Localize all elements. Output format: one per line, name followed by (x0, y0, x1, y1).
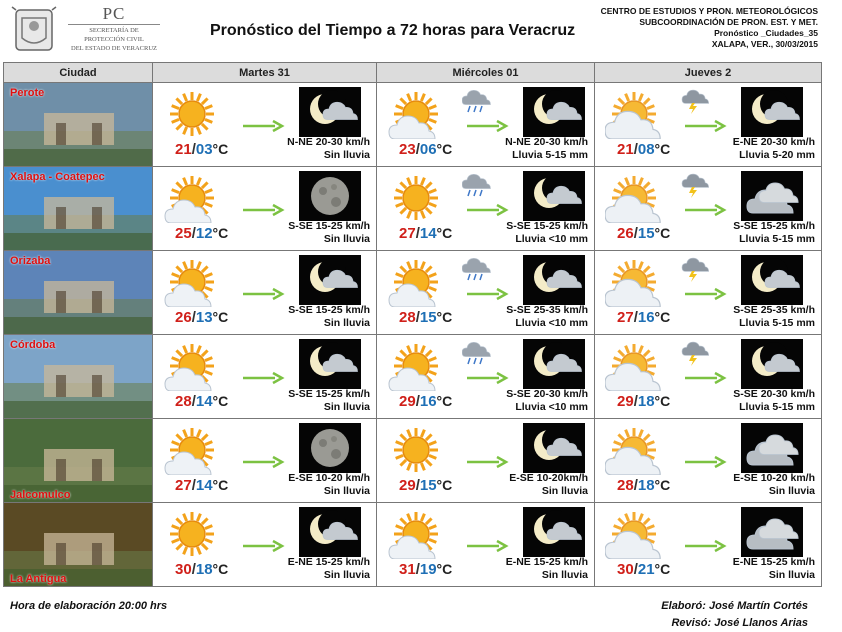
wind-arrow-icon (465, 119, 509, 133)
night-weather-icon (741, 171, 803, 221)
city-cell (4, 251, 153, 335)
night-weather-icon (299, 171, 361, 221)
forecast-cell (595, 503, 822, 587)
daytime-weather-icon (605, 257, 663, 307)
city-cell (4, 503, 153, 587)
city-name: Xalapa - Coatepec (10, 171, 105, 183)
rain-text: Lluvia <10 mm (515, 233, 588, 245)
city-name: Jalcomulco (10, 489, 71, 501)
wind-rain-info (506, 220, 588, 246)
thunderstorm-icon (680, 86, 710, 114)
wind-text: E-NE 15-25 km/h (732, 556, 815, 568)
issuer-info: CENTRO DE ESTUDIOS Y PRON. METEOROLÓGICOS SUBCOORDINACIÓN DE PRON. EST. Y MET. Pronóstico _Ciudades_35 XALAPA, VER., 30/03/2015 (600, 6, 818, 49)
wind-text: S-SE 15-25 km/h (733, 220, 815, 232)
wind-text: S-SE 15-25 km/h (288, 220, 370, 232)
max-temp: 27 (617, 309, 634, 326)
civil-protection-logo: PC SECRETARÍA DE PROTECCIÓN CIVIL DEL ESTADO DE VERACRUZ (68, 4, 160, 52)
night-weather-icon (523, 171, 585, 221)
wind-rain-info (288, 472, 370, 498)
rain-text: Lluvia 5-20 mm (739, 149, 815, 161)
temp-unit: °C (212, 309, 229, 325)
wind-rain-info (733, 472, 815, 498)
rain-text: Lluvia <10 mm (515, 401, 588, 413)
wind-text: E-SE 10-20 km/h (288, 472, 370, 484)
forecast-cell (153, 83, 377, 167)
wind-text: E-SE 10-20 km/h (733, 472, 815, 484)
temp-unit: °C (212, 225, 229, 241)
table-row (4, 503, 822, 587)
night-weather-icon (523, 339, 585, 389)
wind-arrow-icon (241, 455, 285, 469)
min-temp: 03 (195, 141, 213, 158)
rain-cloud-icon (462, 254, 492, 282)
max-temp: 28 (617, 477, 634, 494)
min-temp: 21 (637, 561, 655, 578)
max-temp: 26 (617, 225, 634, 242)
daytime-weather-icon (605, 173, 663, 223)
wind-arrow-icon (465, 455, 509, 469)
wind-text: E-SE 10-20km/h (509, 472, 588, 484)
max-temp: 27 (175, 477, 192, 494)
report-header (0, 0, 842, 62)
min-temp: 16 (637, 309, 655, 326)
rain-text: Sin lluvia (323, 149, 370, 161)
max-temp: 29 (617, 393, 634, 410)
temp-unit: °C (212, 393, 229, 409)
wind-text: N-NE 20-30 km/h (505, 136, 588, 148)
max-temp: 29 (399, 477, 416, 494)
thunderstorm-icon (680, 254, 710, 282)
night-weather-icon (741, 339, 803, 389)
max-temp: 29 (399, 393, 416, 410)
city-name: Perote (10, 87, 45, 99)
forecast-cell (595, 335, 822, 419)
night-weather-icon (299, 423, 361, 473)
temp-unit: °C (212, 477, 229, 493)
night-weather-icon (299, 255, 361, 305)
wind-text: S-SE 15-25 km/h (288, 388, 370, 400)
rain-text: Sin lluvia (541, 569, 588, 581)
table-row (4, 419, 822, 503)
table-row (4, 251, 822, 335)
wind-rain-info (287, 136, 370, 162)
night-weather-icon (523, 87, 585, 137)
wind-arrow-icon (241, 287, 285, 301)
daytime-weather-icon (387, 341, 445, 391)
temperature: 27/14°C (399, 225, 453, 242)
rain-cloud-icon (462, 86, 492, 114)
max-temp: 31 (399, 561, 416, 578)
night-weather-icon (741, 87, 803, 137)
min-temp: 18 (637, 477, 655, 494)
daytime-weather-icon (163, 509, 221, 559)
night-weather-icon (299, 339, 361, 389)
rain-text: Sin lluvia (541, 485, 588, 497)
wind-arrow-icon (683, 287, 727, 301)
rain-text: Sin lluvia (323, 485, 370, 497)
temp-unit: °C (212, 561, 229, 577)
rain-text: Sin lluvia (768, 569, 815, 581)
wind-rain-info (288, 388, 370, 414)
thunderstorm-icon (680, 170, 710, 198)
forecast-table (3, 62, 822, 587)
wind-text: E-NE 15-25 km/h (505, 556, 588, 568)
temp-unit: °C (212, 141, 229, 157)
min-temp: 14 (195, 393, 213, 410)
min-temp: 18 (637, 393, 655, 410)
reviewed-by: Revisó: José Llanos Arias (671, 617, 808, 629)
wind-text: N-NE 20-30 km/h (287, 136, 370, 148)
wind-arrow-icon (683, 203, 727, 217)
daytime-weather-icon (605, 509, 663, 559)
wind-rain-info (505, 136, 588, 162)
rain-cloud-icon (462, 338, 492, 366)
wind-arrow-icon (241, 371, 285, 385)
wind-arrow-icon (683, 119, 727, 133)
temperature: 26/15°C (617, 225, 671, 242)
temperature: 30/18°C (175, 561, 229, 578)
temperature: 31/19°C (399, 561, 453, 578)
wind-text: E-NE 15-25 km/h (287, 556, 370, 568)
forecast-cell (377, 503, 595, 587)
temperature: 23/06°C (399, 141, 453, 158)
credits (661, 598, 808, 632)
rain-text: Sin lluvia (323, 233, 370, 245)
table-row (4, 335, 822, 419)
temperature: 27/14°C (175, 477, 229, 494)
wind-arrow-icon (683, 371, 727, 385)
daytime-weather-icon (387, 257, 445, 307)
wind-text: S-SE 15-25 km/h (288, 304, 370, 316)
max-temp: 27 (399, 225, 416, 242)
max-temp: 26 (175, 309, 192, 326)
night-weather-icon (299, 507, 361, 557)
forecast-cell (595, 251, 822, 335)
min-temp: 14 (419, 225, 437, 242)
coat-of-arms-icon (8, 4, 60, 54)
min-temp: 16 (419, 393, 437, 410)
wind-rain-info (509, 472, 588, 498)
wind-text: E-NE 20-30 km/h (732, 136, 815, 148)
wind-arrow-icon (241, 203, 285, 217)
min-temp: 15 (419, 477, 437, 494)
forecast-cell (153, 419, 377, 503)
column-header-day1: Martes 31 (153, 63, 377, 83)
min-temp: 13 (195, 309, 213, 326)
max-temp: 30 (175, 561, 192, 578)
city-cell (4, 419, 153, 503)
max-temp: 25 (175, 225, 192, 242)
night-weather-icon (523, 423, 585, 473)
min-temp: 08 (637, 141, 655, 158)
wind-text: S-SE 15-25 km/h (506, 220, 588, 232)
min-temp: 15 (637, 225, 655, 242)
temperature: 30/21°C (617, 561, 671, 578)
rain-text: Lluvia 5-15 mm (739, 317, 815, 329)
temp-unit: °C (436, 309, 453, 325)
temperature: 27/16°C (617, 309, 671, 326)
rain-cloud-icon (462, 170, 492, 198)
rain-text: Lluvia 5-15 mm (512, 149, 588, 161)
daytime-weather-icon (605, 341, 663, 391)
min-temp: 06 (419, 141, 437, 158)
column-header-city: Ciudad (4, 63, 153, 83)
night-weather-icon (741, 255, 803, 305)
forecast-cell (153, 503, 377, 587)
max-temp: 21 (617, 141, 634, 158)
temperature: 28/15°C (399, 309, 453, 326)
wind-rain-info (733, 388, 815, 414)
rain-text: Sin lluvia (323, 401, 370, 413)
min-temp: 19 (419, 561, 437, 578)
temp-unit: °C (436, 393, 453, 409)
daytime-weather-icon (387, 173, 445, 223)
forecast-cell (153, 167, 377, 251)
max-temp: 21 (175, 141, 192, 158)
min-temp: 14 (195, 477, 213, 494)
rain-text: Sin lluvia (768, 485, 815, 497)
wind-rain-info (288, 556, 370, 582)
min-temp: 15 (419, 309, 437, 326)
made-by: Elaboró: José Martín Cortés (661, 600, 808, 612)
daytime-weather-icon (387, 509, 445, 559)
daytime-weather-icon (387, 425, 445, 475)
forecast-cell (153, 251, 377, 335)
wind-rain-info (506, 388, 588, 414)
daytime-weather-icon (605, 89, 663, 139)
column-header-day2: Miércoles 01 (377, 63, 595, 83)
wind-rain-info (733, 304, 815, 330)
table-row (4, 83, 822, 167)
min-temp: 18 (195, 561, 213, 578)
night-weather-icon (523, 255, 585, 305)
wind-rain-info (288, 220, 370, 246)
rain-text: Sin lluvia (323, 317, 370, 329)
city-cell (4, 335, 153, 419)
forecast-cell (153, 335, 377, 419)
forecast-cell (595, 167, 822, 251)
forecast-cell (377, 251, 595, 335)
wind-rain-info (733, 556, 815, 582)
rain-text: Sin lluvia (323, 569, 370, 581)
temperature: 21/08°C (617, 141, 671, 158)
temp-unit: °C (654, 393, 671, 409)
wind-arrow-icon (683, 455, 727, 469)
elaboration-time: Hora de elaboración 20:00 hrs (10, 600, 168, 612)
wind-text: S-SE 20-30 km/h (506, 388, 588, 400)
wind-arrow-icon (465, 203, 509, 217)
temp-unit: °C (436, 225, 453, 241)
wind-arrow-icon (241, 119, 285, 133)
daytime-weather-icon (605, 425, 663, 475)
wind-rain-info (733, 220, 815, 246)
forecast-cell (377, 335, 595, 419)
temp-unit: °C (654, 477, 671, 493)
wind-text: S-SE 25-35 km/h (733, 304, 815, 316)
temperature: 28/18°C (617, 477, 671, 494)
daytime-weather-icon (163, 341, 221, 391)
wind-arrow-icon (465, 371, 509, 385)
city-name: Orizaba (10, 255, 51, 267)
night-weather-icon (741, 507, 803, 557)
table-row (4, 167, 822, 251)
wind-arrow-icon (241, 539, 285, 553)
rain-text: Lluvia 5-15 mm (739, 233, 815, 245)
temp-unit: °C (654, 309, 671, 325)
temp-unit: °C (436, 561, 453, 577)
forecast-cell (377, 83, 595, 167)
rain-text: Lluvia 5-15 mm (739, 401, 815, 413)
city-name: La Antigua (10, 573, 67, 585)
forecast-cell (377, 419, 595, 503)
temperature: 29/16°C (399, 393, 453, 410)
daytime-weather-icon (163, 173, 221, 223)
temp-unit: °C (436, 141, 453, 157)
temp-unit: °C (654, 225, 671, 241)
wind-rain-info (733, 136, 815, 162)
wind-text: S-SE 25-35 km/h (506, 304, 588, 316)
temp-unit: °C (436, 477, 453, 493)
wind-arrow-icon (465, 539, 509, 553)
temperature: 28/14°C (175, 393, 229, 410)
wind-rain-info (506, 556, 588, 582)
temperature: 29/18°C (617, 393, 671, 410)
city-name: Córdoba (10, 339, 56, 351)
page-title: Pronóstico del Tiempo a 72 horas para Veracruz (210, 22, 576, 39)
max-temp: 28 (175, 393, 192, 410)
column-header-day3: Jueves 2 (595, 63, 822, 83)
min-temp: 12 (195, 225, 213, 242)
wind-arrow-icon (465, 287, 509, 301)
wind-text: S-SE 20-30 km/h (733, 388, 815, 400)
temperature: 29/15°C (399, 477, 453, 494)
rain-text: Lluvia <10 mm (515, 317, 588, 329)
temp-unit: °C (654, 141, 671, 157)
max-temp: 23 (399, 141, 416, 158)
night-weather-icon (299, 87, 361, 137)
thunderstorm-icon (680, 338, 710, 366)
forecast-cell (377, 167, 595, 251)
wind-arrow-icon (683, 539, 727, 553)
night-weather-icon (523, 507, 585, 557)
city-cell (4, 167, 153, 251)
temp-unit: °C (654, 561, 671, 577)
daytime-weather-icon (387, 89, 445, 139)
wind-rain-info (506, 304, 588, 330)
table-header-row (4, 63, 822, 83)
forecast-cell (595, 83, 822, 167)
max-temp: 28 (399, 309, 416, 326)
night-weather-icon (741, 423, 803, 473)
daytime-weather-icon (163, 89, 221, 139)
temperature: 21/03°C (175, 141, 229, 158)
daytime-weather-icon (163, 257, 221, 307)
daytime-weather-icon (163, 425, 221, 475)
temperature: 25/12°C (175, 225, 229, 242)
forecast-cell (595, 419, 822, 503)
wind-rain-info (288, 304, 370, 330)
max-temp: 30 (617, 561, 634, 578)
temperature: 26/13°C (175, 309, 229, 326)
city-cell (4, 83, 153, 167)
